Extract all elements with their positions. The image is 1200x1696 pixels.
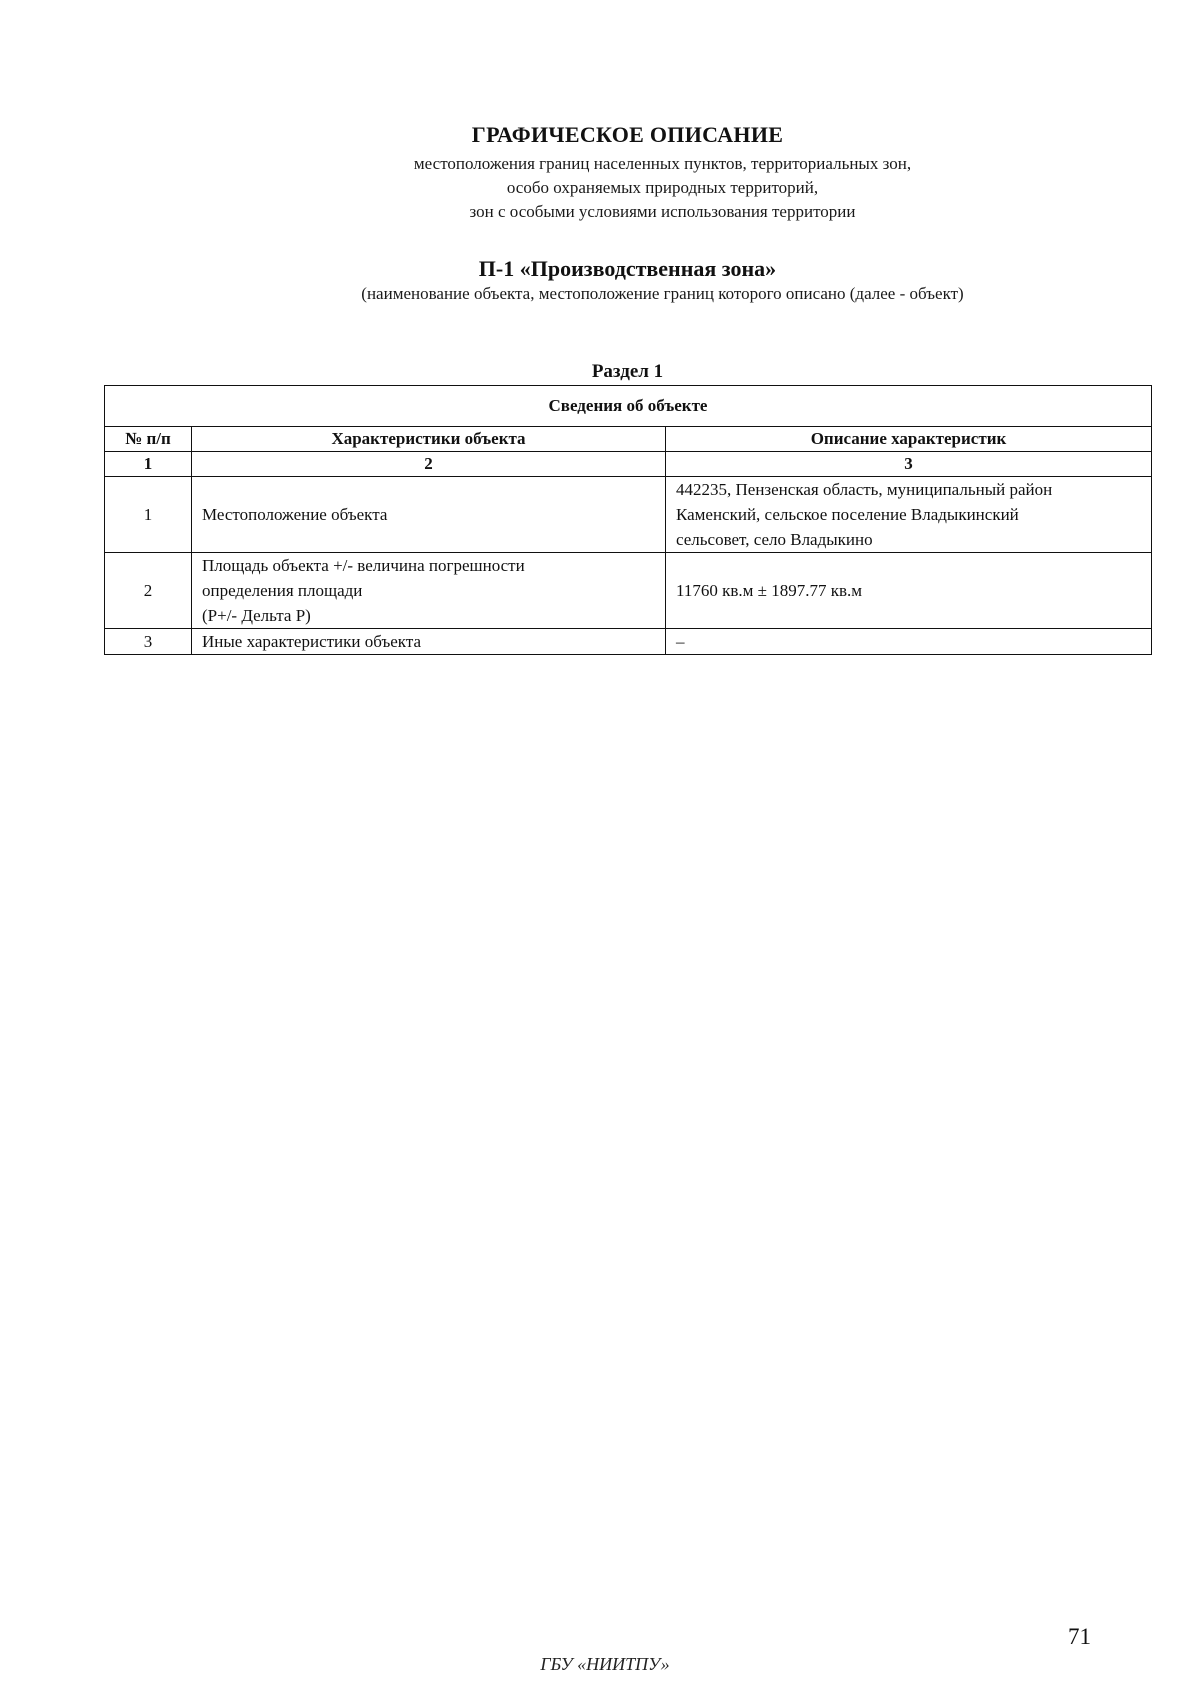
object-name-caption: (наименование объекта, местоположение границ которого описано (далее - объект) bbox=[361, 284, 964, 303]
object-info-table bbox=[104, 385, 1152, 655]
cell-line: 442235, Пензенская область, муниципальный район bbox=[676, 480, 1053, 499]
row-characteristic bbox=[192, 477, 666, 553]
document-title: ГРАФИЧЕСКОЕ ОПИСАНИЕ bbox=[471, 122, 784, 147]
row-characteristic bbox=[192, 553, 666, 629]
row-number: 1 bbox=[105, 477, 192, 553]
subtitle-line: местоположения границ населенных пунктов, территориальных зон, bbox=[413, 154, 912, 173]
column-number: 3 bbox=[666, 452, 1152, 477]
row-characteristic bbox=[192, 629, 666, 655]
cell-line: определения площади bbox=[202, 581, 363, 600]
cell-line: 11760 кв.м ± 1897.77 кв.м bbox=[676, 581, 863, 600]
page-number: 71 bbox=[1068, 1624, 1091, 1649]
object-name: П-1 «Производственная зона» bbox=[478, 256, 777, 281]
row-description bbox=[666, 629, 1152, 655]
subtitle-line: зон с особыми условиями использования территории bbox=[469, 202, 856, 221]
table-row bbox=[105, 477, 1152, 553]
row-number: 2 bbox=[105, 553, 192, 629]
cell-line: – bbox=[676, 632, 685, 651]
column-number-row bbox=[105, 452, 1152, 477]
table-row bbox=[105, 553, 1152, 629]
subtitle-line: особо охраняемых природных территорий, bbox=[506, 178, 819, 197]
table-caption-row bbox=[105, 386, 1152, 427]
column-header-description: Описание характеристик bbox=[666, 427, 1152, 452]
row-description bbox=[666, 553, 1152, 629]
row-number: 3 bbox=[105, 629, 192, 655]
table-header-row bbox=[105, 427, 1152, 452]
column-number: 1 bbox=[105, 452, 192, 477]
cell-line: сельсовет, село Владыкино bbox=[676, 530, 873, 549]
table-row bbox=[105, 629, 1152, 655]
column-header-num: № п/п bbox=[105, 427, 192, 452]
column-number: 2 bbox=[192, 452, 666, 477]
cell-line: Местоположение объекта bbox=[202, 505, 388, 524]
footer-organization: ГБУ «НИИТПУ» bbox=[540, 1654, 670, 1674]
table-caption: Сведения об объекте bbox=[105, 386, 1152, 427]
cell-line: Каменский, сельское поселение Владыкинский bbox=[676, 505, 1019, 524]
cell-line: Иные характеристики объекта bbox=[202, 632, 422, 651]
cell-line: Площадь объекта +/- величина погрешности bbox=[202, 556, 525, 575]
column-header-characteristic: Характеристики объекта bbox=[192, 427, 666, 452]
section-title: Раздел 1 bbox=[591, 361, 664, 382]
row-description bbox=[666, 477, 1152, 553]
cell-line: (P+/- Дельта P) bbox=[202, 606, 311, 625]
document-subtitle bbox=[0, 152, 1200, 224]
